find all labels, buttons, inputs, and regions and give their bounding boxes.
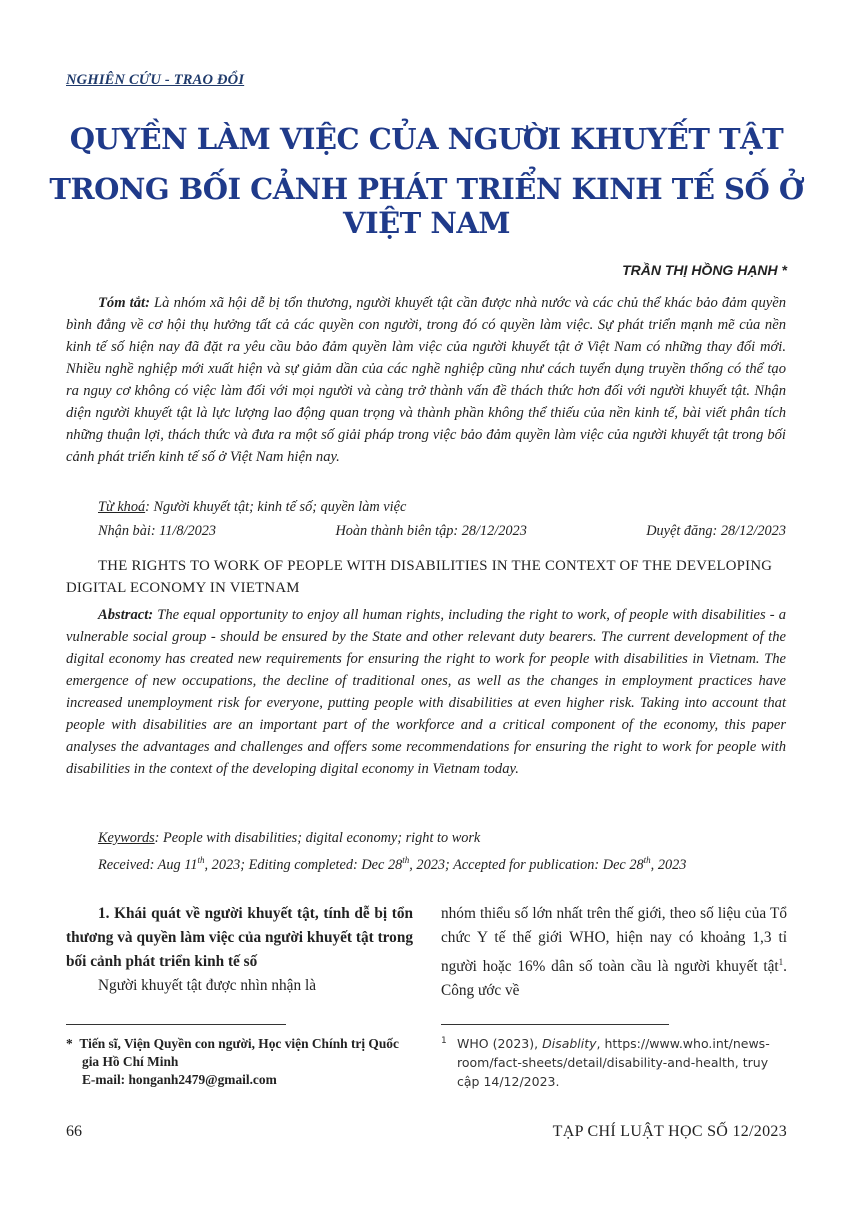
keywords-en-text: : People with disabilities; digital economy; right to work xyxy=(154,830,481,846)
article-title-line1: QUYỀN LÀM VIỆC CỦA NGƯỜI KHUYẾT TẬT xyxy=(69,122,784,156)
author-note-mark: * xyxy=(66,1036,73,1051)
article-title-line2: TRONG BỐI CẢNH PHÁT TRIỂN KINH TẾ SỐ Ở VIỆT NAM xyxy=(49,172,804,240)
author-name: TRẦN THỊ HỒNG HẠNH * xyxy=(622,262,787,278)
dates-vietnamese xyxy=(98,523,786,540)
edited-sup: th xyxy=(402,855,410,865)
section-heading: 1. Khái quát về người khuyết tật, tính dễ bị tổn thương và quyền làm việc của người khuyết tật trong bối cảnh phát triển kinh tế số xyxy=(66,905,413,970)
author-footnote xyxy=(66,1035,411,1089)
body-right-text-end: . Công ước về xyxy=(441,958,787,1000)
journal-name: TẠP CHÍ LUẬT HỌC SỐ 12/2023 xyxy=(552,1123,787,1140)
date-edited: Hoàn thành biên tập: 28/12/2023 xyxy=(335,523,527,539)
keywords-vietnamese xyxy=(98,499,786,516)
footnote-separator-right xyxy=(441,1024,669,1025)
keywords-vi-label: Từ khoá xyxy=(98,499,146,515)
page-number: 66 xyxy=(66,1123,82,1140)
abstract-vietnamese xyxy=(66,292,786,468)
edited-text: , 2023; Editing completed: Dec 28 xyxy=(204,856,403,873)
author-affiliation: Tiến sĩ, Viện Quyền con người, Học viện Chính trị Quốc gia Hồ Chí Minh xyxy=(79,1036,399,1069)
accepted-text: , 2023; Accepted for publication: Dec 28 xyxy=(409,856,644,873)
date-received: Nhận bài: 11/8/2023 xyxy=(98,523,217,539)
keywords-english xyxy=(98,830,786,847)
accepted-sup: th xyxy=(643,855,651,865)
english-title: THE RIGHTS TO WORK OF PEOPLE WITH DISABILITIES IN THE CONTEXT OF THE DEVELOPING DIGITAL ECONOMY IN VIETNAM xyxy=(66,558,773,596)
abstract-english xyxy=(66,604,786,780)
footnote-separator-left xyxy=(66,1024,286,1025)
body-left-column xyxy=(66,902,413,998)
footnote-ref-1[interactable]: 1 xyxy=(778,957,784,967)
footnote-1-mark: 1 xyxy=(441,1036,447,1046)
received-sup: th xyxy=(197,855,205,865)
footnote-1 xyxy=(441,1034,787,1091)
keywords-en-label: Keywords xyxy=(98,830,155,846)
date-accepted: Duyệt đăng: 28/12/2023 xyxy=(646,523,786,539)
received-text: Received: Aug 11 xyxy=(98,856,198,873)
author-email[interactable]: E-mail: honganh2479@gmail.com xyxy=(82,1072,277,1087)
abstract-en-lead: Abstract: xyxy=(98,607,154,623)
footnote-1-link[interactable]: , https://www.who.int/news-room/fact-sheets/detail/disability-and-health, truy cập 14/12/2023. xyxy=(457,1036,770,1089)
footnote-1-italic: Disablity xyxy=(542,1036,597,1051)
abstract-vi-text: Là nhóm xã hội dễ bị tổn thương, người khuyết tật cần được nhà nước và các chủ thể khác bảo đảm quyền bình đẳng về cơ hội thụ hưởng tất cả các quyền con người, trong đó có quyền làm việc. Sự phát triển mạnh mẽ của nền kinh tế số hiện nay đã đặt ra yêu cầu bảo đảm quyền làm việc của người khuyết tật ở Việt Nam có những thay đổi mới. Nhiều nghề nghiệp mới xuất hiện và sự giảm dần của các nghề nghiệp cũng như cách tuyển dụng truyền thống có thể tạo ra nguy cơ không có việc làm đối với mọi người và càng trở thành vấn đề thách thức hơn đối với người khuyết tật. Nhận diện người khuyết tật là lực lượng lao động quan trọng và thành phần không thể thiếu của nền kinh tế, bài viết phân tích những thuận lợi, thách thức và đưa ra một số giải pháp trong việc bảo đảm quyền làm việc của người khuyết tật trong bối cảnh phát triển kinh tế số ở Việt Nam hiện nay. xyxy=(66,295,786,465)
body-left-paragraph: Người khuyết tật được nhìn nhận là xyxy=(98,977,316,994)
footnote-1-text: WHO (2023), xyxy=(457,1036,543,1051)
section-label: NGHIÊN CỨU - TRAO ĐỔI xyxy=(66,72,245,88)
accepted-end: , 2023 xyxy=(650,856,687,873)
body-right-column xyxy=(441,902,787,1003)
body-right-text: nhóm thiểu số lớn nhất trên thế giới, theo số liệu của Tổ chức Y tế thế giới WHO, hiện nay có khoảng 1,3 tỉ người hoặc 16% dân số toàn cầu là người khuyết tật xyxy=(441,905,787,976)
abstract-vi-lead: Tóm tắt: xyxy=(98,295,150,311)
keywords-vi-text: : Người khuyết tật; kinh tế số; quyền làm việc xyxy=(145,499,407,515)
abstract-en-text: The equal opportunity to enjoy all human rights, including the right to work, of people with disabilities - a vulnerable social group - should be ensured by the State and other relevant duty bearers. The current development of the digital economy has created new requirements for ensuring the right to work for people with disabilities in Vietnam. The emergence of new occupations, the decline of traditional ones, as well as the changes in employment practices have increased unemployment risk for everyone, putting people with disabilities at even higher risk. Taking into account that people with disabilities are an important part of the workforce and a critical component of the economy, this paper analyses the advantages and challenges and offers some recommendations for ensuring the right to work for people with disabilities in the context of the developing digital economy in Vietnam today. xyxy=(66,607,786,777)
received-english xyxy=(98,855,798,874)
